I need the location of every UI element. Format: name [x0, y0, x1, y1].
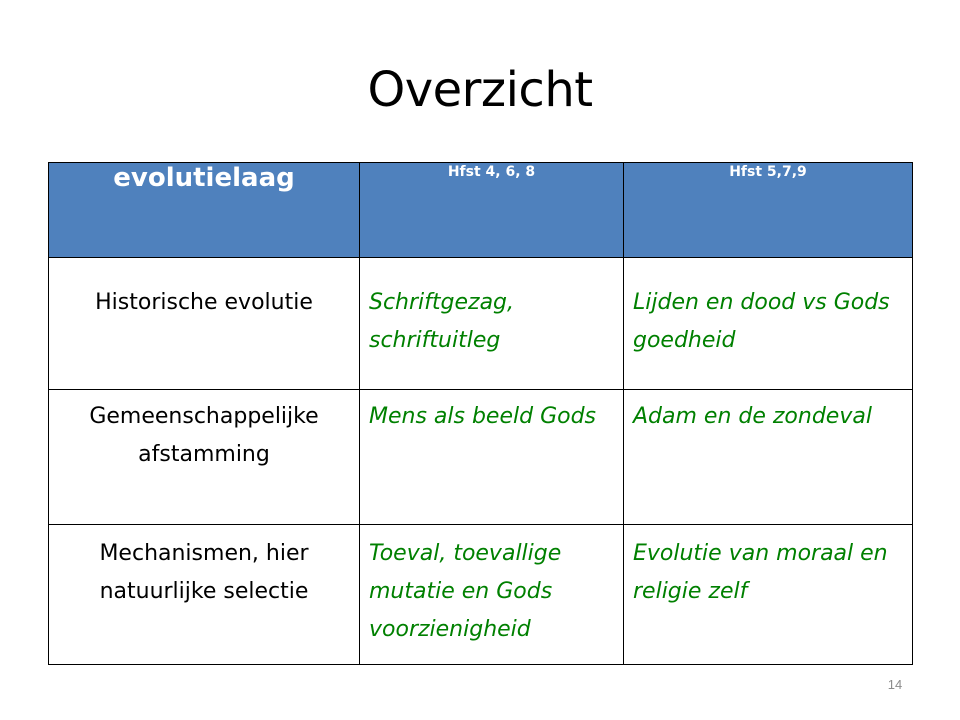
- layer-cell: Gemeenschappelijke afstamming: [49, 390, 360, 525]
- topic-cell: Adam en de zondeval: [624, 390, 913, 525]
- header-evolutielaag: evolutielaag: [49, 163, 360, 258]
- table-row: [49, 390, 913, 525]
- slide-title: Overzicht: [367, 62, 593, 118]
- header-hfst-4-6-8: Hfst 4, 6, 8: [360, 163, 624, 258]
- table-row: [49, 525, 913, 665]
- layer-cell: Mechanismen, hier natuurlijke selectie: [49, 525, 360, 665]
- topic-cell: Evolutie van moraal en religie zelf: [624, 525, 913, 665]
- table-header-row: [49, 163, 913, 258]
- layer-cell: Historische evolutie: [49, 258, 360, 390]
- topic-cell: Schriftgezag, schriftuitleg: [360, 258, 624, 390]
- overview-table: [48, 162, 913, 665]
- topic-cell: Lijden en dood vs Gods goedheid: [624, 258, 913, 390]
- header-hfst-5-7-9: Hfst 5,7,9: [624, 163, 913, 258]
- topic-cell: Mens als beeld Gods: [360, 390, 624, 525]
- table-row: [49, 258, 913, 390]
- topic-cell: Toeval, toevallige mutatie en Gods voorzienigheid: [360, 525, 624, 665]
- page-number: 14: [887, 677, 903, 692]
